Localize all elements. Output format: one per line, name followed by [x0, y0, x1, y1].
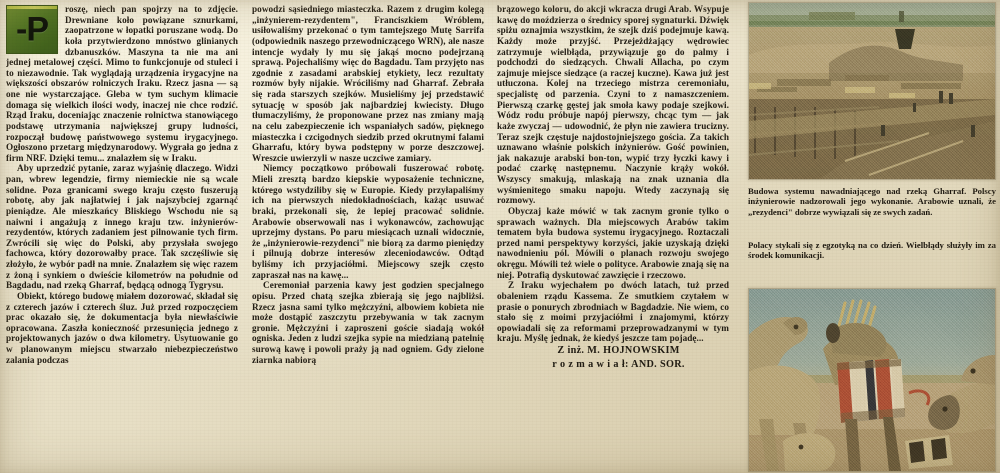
photo-caption-bottom: Polacy stykali się z egzotyką na co dzień. Wielbłądy służyły im za środek komunikacji. [748, 240, 996, 261]
paragraph: Obyczaj każe mówić w tak zacnym gronie tylko o sprawach ważnych. Dla miejscowych Arabów takim tematem była budowa systemu irygacyjnego. Roztaczali przed nami perspektywy korzyści, jakie uzyskają dzięki nawodnieniu pól. Mówili o planach rozwoju swojego okręgu. Mówili też wiele o polityce. Arabowie znają się na niej. Potrafią dyskutować zawzięcie i rzeczowo. [497, 205, 729, 280]
paragraph: roszę, niech pan spojrzy na to zdjęcie. Drewniane koło powiązane sznurkami, zaopatrzone w łopatki poruszane wodą. Do koła przytwierdzono mnóstwo glinianych dzbanuszków. Maszyna ta nie ma ani jednej metalowej części. Mimo to funkcjonuje od stuleci i to niezawodnie. Tak wyglądają urządzenia irygacyjne na większości obszarów rolniczych Iraku. Rzecz jasna — są one nie wystarczające. Gleba w tym suchym klimacie domaga się wielkich ilości wody, inaczej nie chce rodzić. Rząd Iraku, doceniając znaczenie rolnictwa stanowiącego podstawę utrzymania największej grupy ludności, rozpoczął budowę państwowego systemu irygacyjnego. Ogłoszono przetarg międzynarodowy. Wygrała go jedna z firm NRF. Dzięki temu... znalazłem się w Iraku. [6, 4, 238, 163]
photo-camels [748, 288, 996, 472]
photo-fade-overlay [749, 289, 995, 471]
paragraph: brązowego koloru, do akcji wkracza drugi Arab. Wsypuje kawę do moździerza o średnicy sporej sygnaturki. Dźwięk spiżu oznajmia wszystkim, że szejk dziś podejmuje kawą. Każdy może przyjść. Przejeżdżający wędrowiec zatrzymuje wielbłąda, przywiązuje go do palmy i podchodzi do siedzących. Chwali Allacha, po czym zajmuje miejsce siedzące (a raczej kuczne). Kawa już jest utłuczona. Kolej na trzeciego mistrza ceremoniału, specjalistę od parzenia. Czyni to z namaszczeniem. Pierwszą czarkę gęstej jak smoła kawy podaje szejkowi. Wódz rodu próbuje napój pierwszy, chcąc tym — jak każe zwyczaj — udowodnić, że płyn nie zawiera trucizny. Teraz szejk częstuje najdostojniejszego gościa. Za takich uznawano właśnie polskich inżynierów. Gość powinien, jak nakazuje arabski bon-ton, wypić trzy łyczki kawy i podać czarkę następnemu. Naczynie krąży wokół. Wszyscy smakują, mlaskają na znak uznania dla wyśmienitego smaku napoju. Wtedy zaczynają się rozmowy. [497, 4, 729, 206]
photo-rail [744, 0, 1000, 473]
text-column-1 [6, 4, 238, 470]
paragraph: powodzi sąsiedniego miasteczka. Razem z drugim kolegą „inżynierem-rezydentem", Franciszkiem Wróblem, usiłowaliśmy przekonać o tym tamtejszego Mutę Sarrifa (odpowiednik naszego przewodniczącego WRN), ale nasze intencje wydały ly mu się jakąś mocno podejrzaną sprawą. Pojechaliśmy więc do Bagdadu. Tam przyjęto nas zgodnie z zasadami arabskiej etykiety, lecz rezultaty rozmów były nijakie. Wróciliśmy nad Gharraf. Zebrała się rada starszych szejków. Musieliśmy jej przedstawić sytuację w sposób jak najbardziej kwiecisty. Długo tłumaczyliśmy, że proponowane przez nas zmiany mają na celu zabezpieczenie ich wspaniałych sadów, pięknego miasteczka i czcigodnych siedzib przed okrutnymi falami Gharrafu, który bywa podstępny w porze deszczowej. Wreszcie uwierzyli w nasze uczciwe zamiary. [252, 4, 484, 163]
byline-interviewee: Z inż. M. HOJNOWSKIM [557, 345, 680, 356]
text-column-3 [497, 4, 729, 470]
paragraph: Z Iraku wyjechałem po dwóch latach, tuż przed obaleniem rządu Kassema. Ze smutkiem czytałem w prasie o ponurych zbrodniach w Bagdadzie. Nie wiem, co stało się z moimi przyjaciółmi i znajomymi, którzy opowiadali się za reformami przeprowadzanymi w tym kraju. Myślę jednak, że kiedyś jeszcze tam pojadę... [497, 280, 729, 344]
paragraph: Niemcy początkowo próbowali fuszerować robotę. Mieli zresztą bardzo kiepskie wyposażenie techniczne, którego wstydziliby się w Europie. Kiedy przyłapaliśmy ich na pierwszych niedokładnościach, każąc usuwać braki, przekonali się, że lepiej pracować solidnie. Arabowie obserwowali nas i wykonawców, zachowując uprzejmy dystans. Po paru miesiącach uznali widocznie, że „inżynierowie-rezydenci" nie biorą za darmo pieniędzy i pilnują dobrze interesów zleceniodawców. Odtąd byliśmy ich przyjaciółmi. Miejscowy szejk często zapraszał nas na kawę... [252, 163, 484, 280]
dropcap-logo [6, 5, 58, 54]
photo-irrigation-construction [748, 2, 996, 180]
dropcap-glyph: -P [16, 9, 48, 48]
photo-fade-overlay [749, 3, 995, 179]
paragraph: Aby uprzedzić pytanie, zaraz wyjaśnię dlaczego. Widzi pan, wbrew legendzie, firmy niemieckie nie są wcale solidne. Poza granicami swego kraju często fuszerują robotę, aby jak najłatwiej i jak najszybciej zgarnąć pieniądze. Ale mieszkańcy Bliskiego Wschodu nie są naiwni i angażują z innego kraju tzw. inżynierów-rezydentów, których zadaniem jest pilnowanie tych firm. Zwrócili się więc do Polski, aby przysłała swojego fachowca, który dozorowałby prace. Tak szczęśliwie się złożyło, że wybór padł na mnie. Znalazłem się więc razem z żoną i synkiem o dwieście kilometrów na południe od Bagdadu, nad rzeką Gharraf, będącą odnogą Tygrysu. [6, 163, 238, 291]
photo-caption-top: Budowa systemu nawadniającego nad rzeką Gharraf. Polscy inżynierowie nadzorowali jego wykonanie. Arabowie uznali, że „rezydenci" dobrze wywiązali się ze swych zadań. [748, 186, 996, 217]
paragraph: Ceremoniał parzenia kawy jest godzien specjalnego opisu. Przed chatą szejka zbierają się jego najbliżsi. Rzecz jasna sami tylko mężczyźni, albowiem kobieta nie może dostąpić zaszczytu przebywania w tak zacnym gronie. Mężczyźni i zaproszeni goście siadają wokół ogniska. Jeden z ludzi szejka sypie na miedzianą patelnię surową kawę i powoli praży ją nad ogniem. Gdy zielone ziarnka nabiorą [252, 280, 484, 365]
text-column-2 [252, 4, 484, 470]
byline-interviewer: r o z m a w i a ł: AND. SOR. [552, 359, 685, 370]
paragraph: Obiekt, którego budowę miałem dozorować, składał się z czterech jazów i czterech śluz. Już przed rozpoczęciem prac okazało się, że dokumentacja była niewłaściwie opracowana. Zaszła konieczność przesunięcia jednego z projektowanych jazów o dwa kilometry. Usytuowanie go w planowanym miejscu stwarzało niebezpieczeństwo zalania podczas [6, 290, 238, 365]
